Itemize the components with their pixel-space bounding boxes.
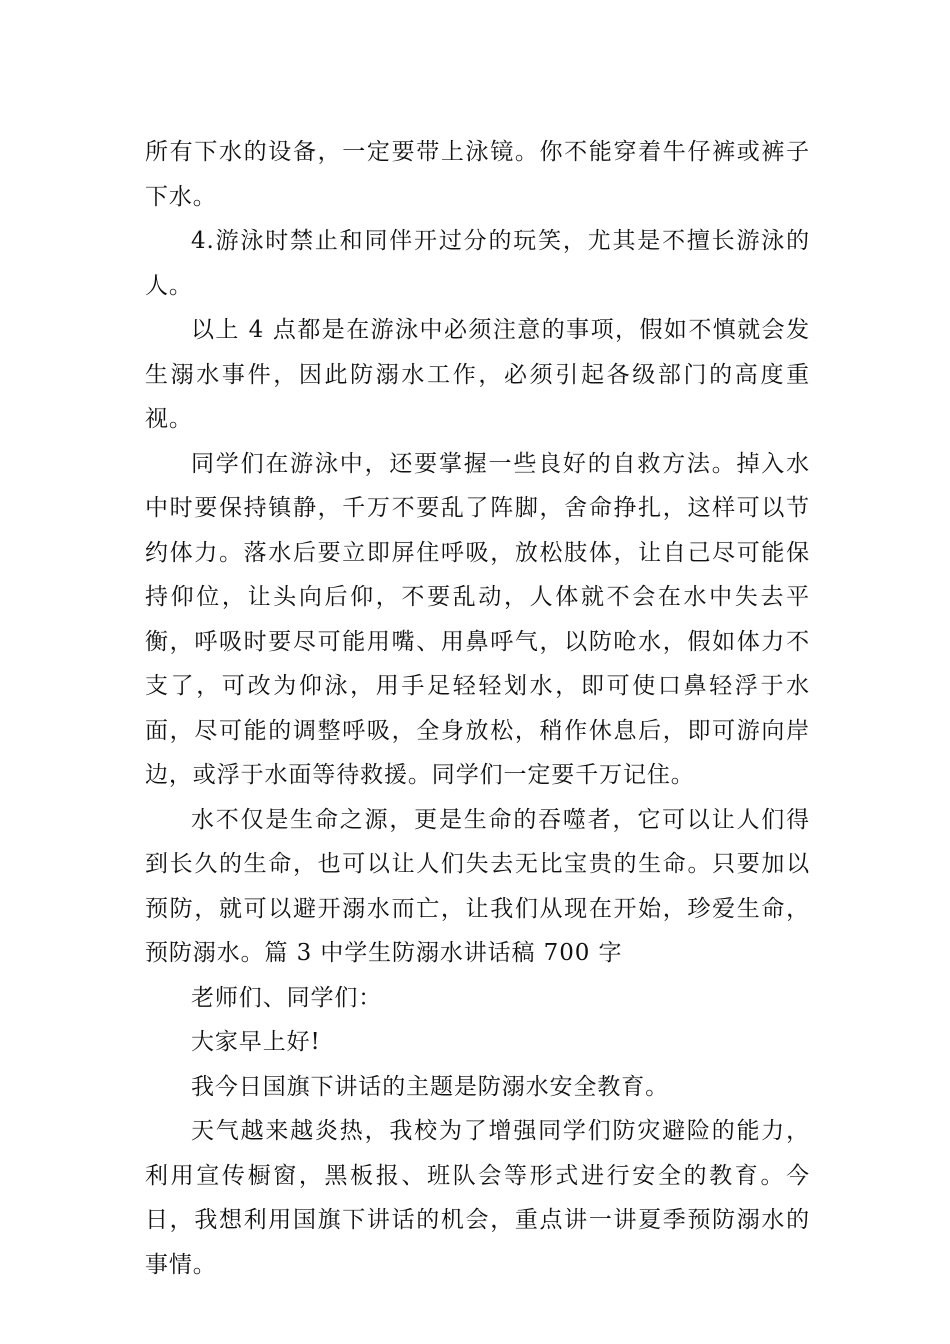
document-body: [145, 130, 810, 1287]
paragraph-3: 以上 4 点都是在游泳中必须注意的事项，假如不慎就会发生溺水事件，因此防溺水工作，必须引起各级部门的高度重视。: [145, 317, 810, 432]
paragraph-5: 水不仅是生命之源，更是生命的吞噬者，它可以让人们得到长久的生命，也可以让人们失去无比宝贵的生命。只要加以预防，就可以避开溺水而亡，让我们从现在开始，珍爱生命，预防溺水。篇 3 中学生防溺水讲话稿 700 字: [145, 806, 810, 966]
paragraph-7: 大家早上好!: [191, 1029, 321, 1055]
paragraph-4: 同学们在游泳中，还要掌握一些良好的自救方法。掉入水中时要保持镇静，千万不要乱了阵脚，舍命挣扎，这样可以节约体力。落水后要立即屏住呼吸，放松肢体，让自己尽可能保持仰位，让头向后仰，不要乱动，人体就不会在水中失去平衡，呼吸时要尽可能用嘴、用鼻呼气，以防呛水，假如体力不支了，可改为仰泳，用手足轻轻划水，即可使口鼻轻浮于水面，尽可能的调整呼吸，全身放松，稍作休息后，即可游向岸边，或浮于水面等待救援。同学们一定要千万记住。: [145, 450, 810, 788]
paragraph-9: 天气越来越炎热，我校为了增强同学们防灾避险的能力，利用宣传橱窗，黑板报、班队会等形式进行安全的教育。今日，我想利用国旗下讲话的机会，重点讲一讲夏季预防溺水的事情。: [145, 1118, 810, 1278]
paragraph-8: 我今日国旗下讲话的主题是防溺水安全教育。: [191, 1073, 669, 1100]
paragraph-1: 所有下水的设备，一定要带上泳镜。你不能穿着牛仔裤或裤子下水。: [145, 139, 810, 210]
paragraph-2: 4.游泳时禁止和同伴开过分的玩笑，尤其是不擅长游泳的人。: [145, 228, 810, 299]
paragraph-6: 老师们、同学们：: [191, 984, 383, 1011]
